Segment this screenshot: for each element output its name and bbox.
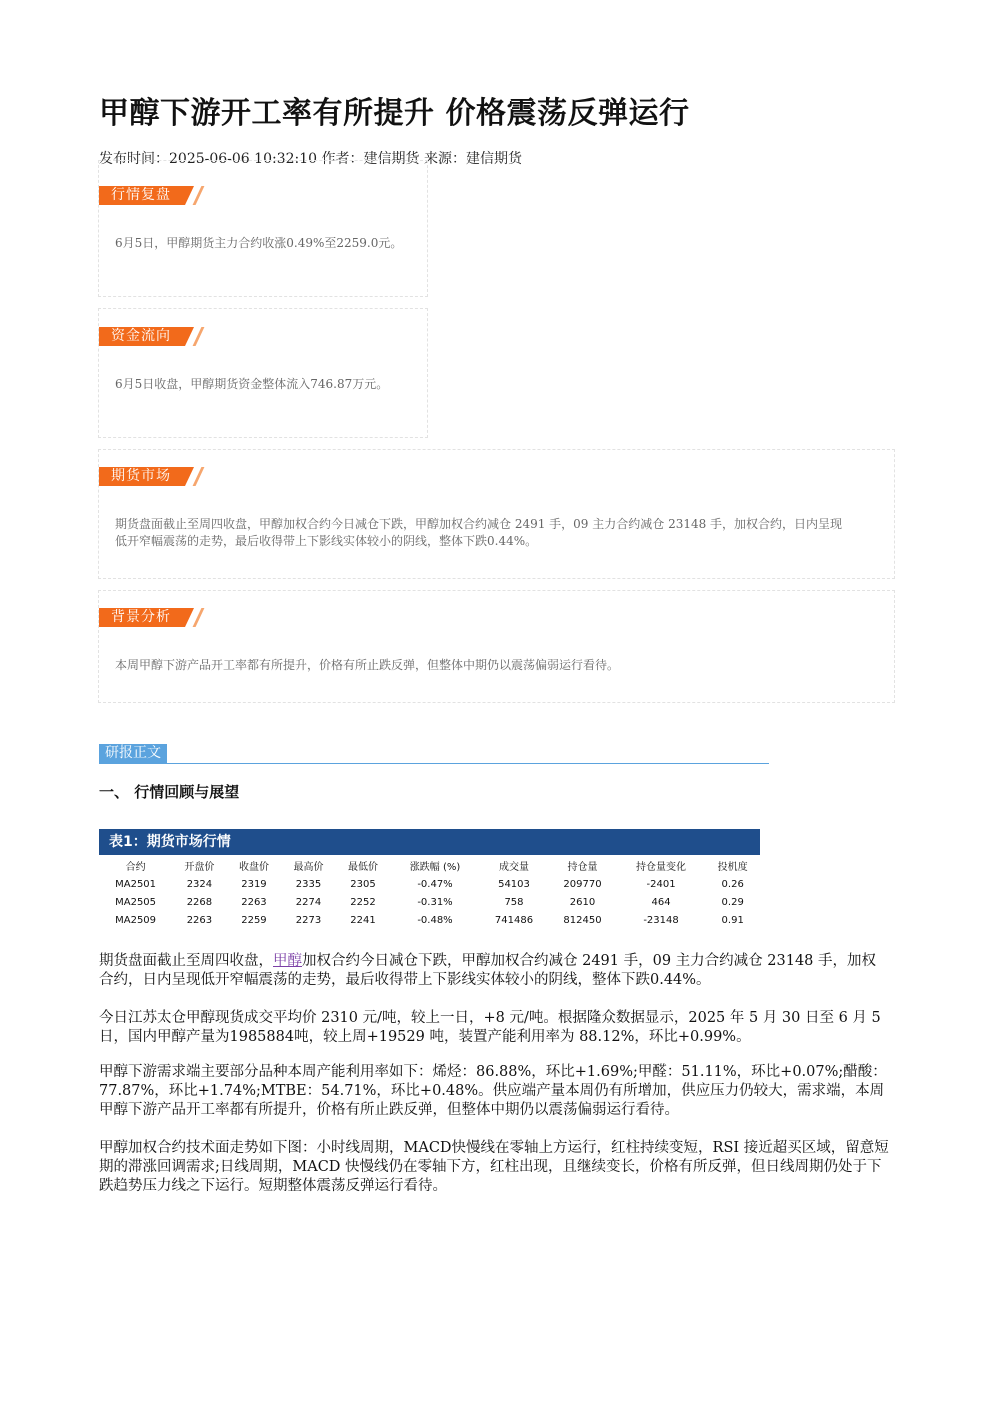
table-cell: 2263 — [241, 896, 267, 908]
table-cell: 812450 — [563, 914, 602, 926]
col-header: 收盘价 — [238, 861, 269, 873]
table-cell: 464 — [651, 896, 671, 908]
col-header: 持仓量变化 — [636, 861, 687, 873]
table-cell: MA2509 — [115, 914, 157, 926]
table-cell: 0.91 — [721, 914, 744, 926]
card-futures-market — [98, 449, 895, 579]
section-tag: 研报正文 — [99, 744, 167, 763]
table-cell: 2319 — [241, 878, 267, 890]
table-cell: 0.29 — [721, 896, 744, 908]
table-row — [99, 893, 760, 911]
table-cell: -23148 — [643, 914, 679, 926]
table-cell: 2263 — [186, 914, 213, 926]
table-title: 表1：期货市场行情 — [99, 829, 760, 855]
paragraph-technical: 甲醇加权合约技术面走势如下图：小时线周期，MACD快慢线在零轴上方运行，红柱持续变短，RSI 接近超买区域，留意短期的滞涨回调需求;日线周期，MACD 快慢线仍在零轴下方，红柱出现，且继续变长，价格有所反弹，但日线周期仍处于下跌趋势压力线之下运行。短期整体震荡反弹运行看待。 — [99, 1140, 889, 1194]
card-text: 本周甲醇下游产品开工率都有所提升，价格有所止跌反弹，但整体中期仍以震荡偏弱运行看待。 — [115, 658, 620, 672]
table-body — [99, 855, 760, 929]
card-tag: 背景分析 — [99, 608, 185, 627]
table-cell: MA2501 — [115, 878, 157, 890]
table-cell: 741486 — [494, 914, 534, 926]
futures-table — [99, 829, 760, 929]
table-cell: 2273 — [295, 914, 322, 926]
table-cell: 2252 — [350, 896, 376, 908]
table-cell: 2305 — [350, 878, 376, 890]
card-tag: 资金流向 — [99, 327, 185, 346]
col-header: 最高价 — [293, 861, 324, 873]
card-market-review — [98, 160, 428, 297]
table-cell: 54103 — [498, 878, 530, 890]
col-header: 开盘价 — [184, 861, 215, 873]
section-divider — [99, 763, 769, 764]
card-tag: 期货市场 — [99, 467, 185, 486]
table-cell: 0.26 — [721, 878, 744, 890]
table-cell: -0.48% — [417, 914, 453, 926]
section-heading: 一、 行情回顾与展望 — [99, 783, 240, 801]
table-cell: 758 — [504, 896, 524, 908]
card-text: 6月5日收盘，甲醇期货资金整体流入746.87万元。 — [115, 377, 389, 391]
col-header: 成交量 — [498, 861, 529, 873]
table-cell: 2324 — [186, 878, 213, 890]
table-cell: 2274 — [295, 896, 322, 908]
card-text: 6月5日，甲醇期货主力合约收涨0.49%至2259.0元。 — [115, 236, 403, 250]
table-cell: 2241 — [350, 914, 376, 926]
table-row — [99, 911, 760, 929]
table-cell: MA2505 — [115, 896, 157, 908]
card-background-analysis — [98, 590, 895, 703]
card-text: 期货盘面截止至周四收盘，甲醇加权合约今日减仓下跌，甲醇加权合约减仓 2491 手，09 主力合约减仓 23148 手，加权合约，日内呈现低开窄幅震荡的走势，最后收得带上下影线实体较小的阴线，整体下跌0.44%。 — [115, 517, 843, 548]
col-header: 最低价 — [348, 861, 379, 873]
paragraph-text: 期货盘面截止至周四收盘， — [99, 953, 273, 969]
paragraph-demand: 甲醇下游需求端主要部分品种本周产能利用率如下：烯烃：86.88%，环比+1.69%;甲醛：51.11%，环比+0.07%;醋酸：77.87%，环比+1.74%;MTBE：54.71%，环比+0.48%。供应端产量本周仍有所增加，供应压力仍较大，需求端，本周甲醇下游产品开工率都有所提升，价格有所止跌反弹，但整体中期仍以震荡偏弱运行看待。 — [99, 1064, 887, 1118]
table-cell: 2335 — [295, 878, 322, 890]
paragraph-spot: 今日江苏太仓甲醇现货成交平均价 2310 元/吨，较上一日，+8 元/吨。根据隆众数据显示，2025 年 5 月 30 日至 6 月 5 日，国内甲醇产量为1985884吨，较上周+19529 吨，装置产能利用率为 88.12%，环比+0.99%。 — [99, 1010, 881, 1045]
table-cell: -2401 — [646, 878, 676, 890]
table-cell: 2610 — [569, 896, 596, 908]
table-cell: 2268 — [186, 896, 213, 908]
table-row — [99, 875, 760, 893]
paragraph-text: 加权合约今日减仓下跌，甲醇加权合约减仓 2491 手，09 主力合约减仓 23148 手，加权合约，日内呈现低开窄幅震荡的走势，最后收得带上下影线实体较小的阴线，整体下跌0.44%。 — [99, 953, 877, 988]
paragraph-futures — [99, 952, 889, 990]
table-header-row — [99, 855, 760, 875]
table-cell: -0.31% — [417, 896, 453, 908]
card-capital-flow — [98, 308, 428, 438]
methanol-link[interactable]: 甲醇 — [273, 953, 302, 969]
col-header: 投机度 — [717, 861, 748, 873]
col-header: 持仓量 — [567, 861, 598, 873]
article-meta: 发布时间：2025-06-06 10:32:10 作者：建信期货 来源：建信期货 — [99, 151, 522, 167]
table-cell: -0.47% — [417, 878, 453, 890]
col-header: 涨跌幅 (%) — [409, 861, 461, 873]
col-header: 合约 — [125, 861, 146, 873]
table-cell: 209770 — [563, 878, 602, 890]
card-tag: 行情复盘 — [99, 186, 185, 205]
page-title: 甲醇下游开工率有所提升 价格震荡反弹运行 — [99, 96, 690, 131]
table-cell: 2259 — [241, 914, 267, 926]
